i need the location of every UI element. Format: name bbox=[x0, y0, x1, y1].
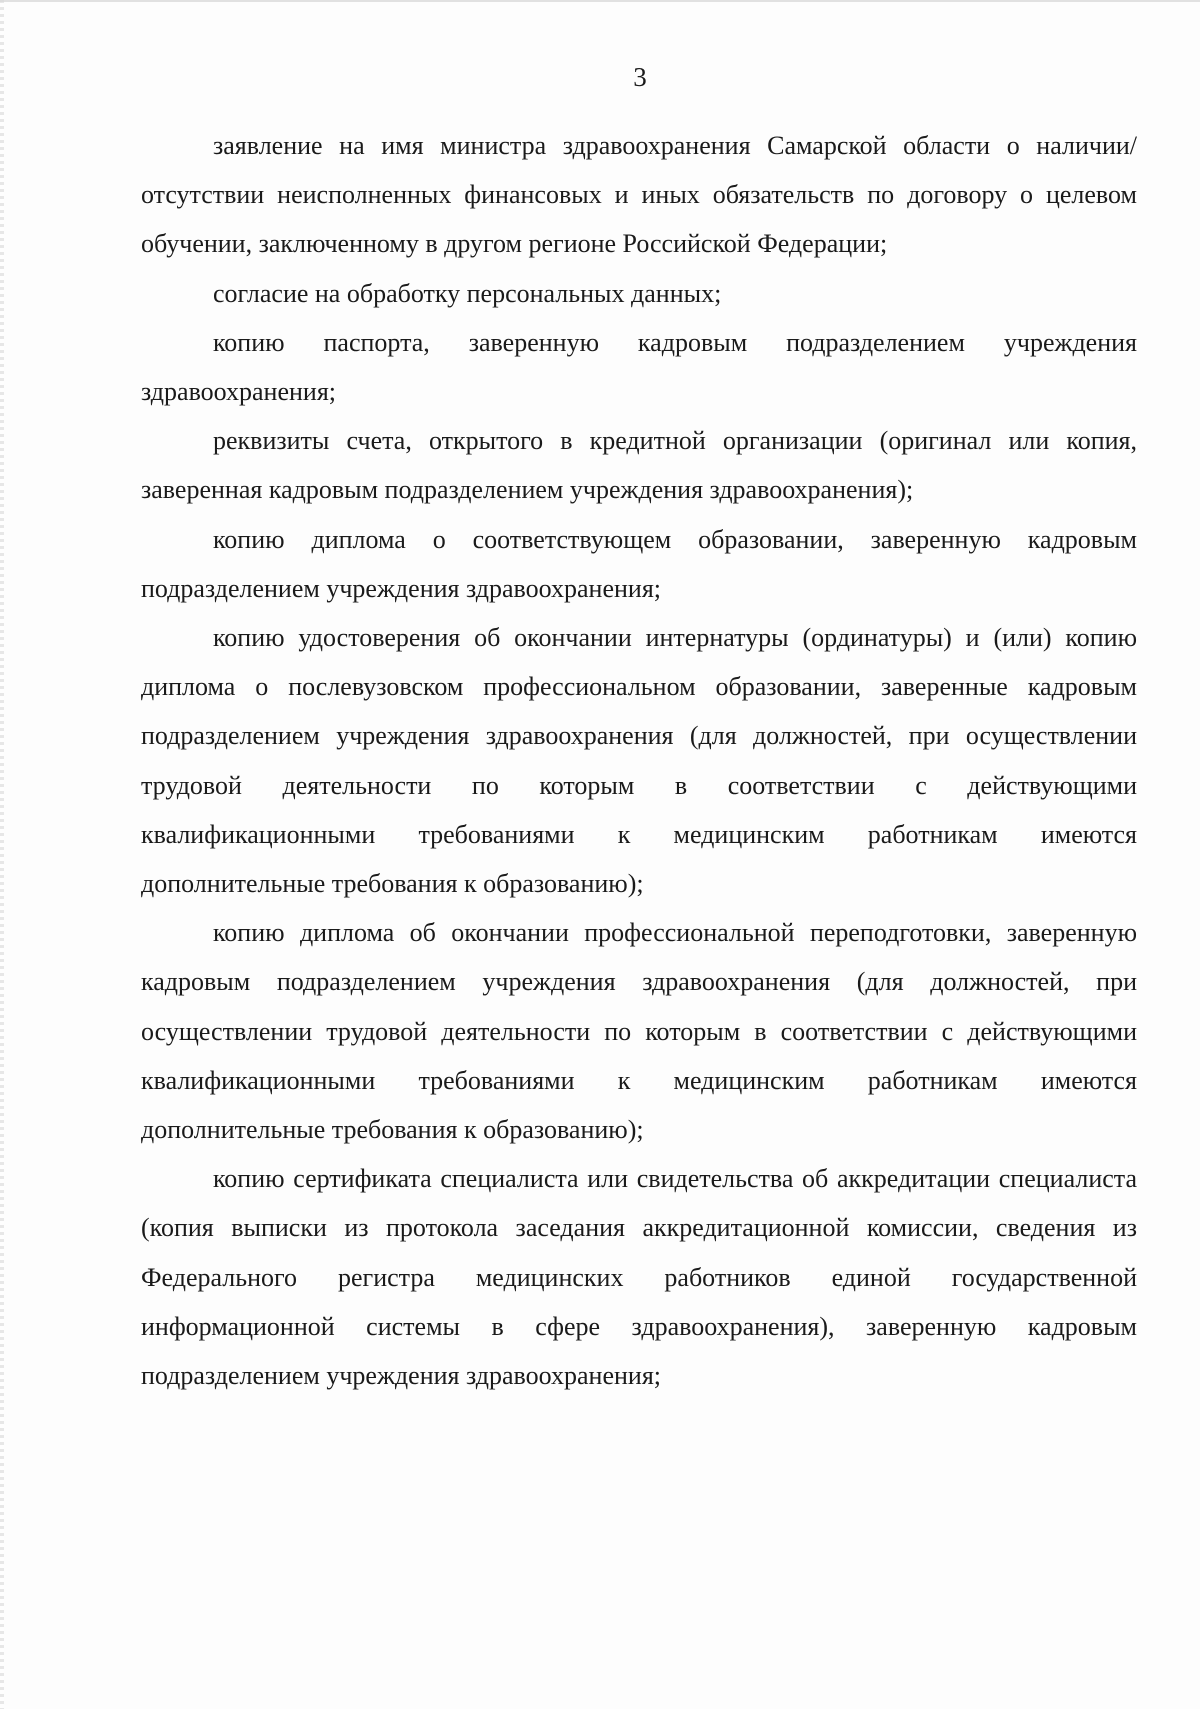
page-number: 3 bbox=[633, 62, 647, 92]
paragraph-internship-certificate-copy: копию удостоверения об окончании интернатуры (ординатуры) и (или) копию диплома о послевузовском профессиональном образовании, заверенные кадровым подразделением учреждения здравоохранения (для должностей, при осуществлении трудовой деятельности по которым в соответствии с действующими квалификационными требованиями к медицинским работникам имеются дополнительные требования к образованию); bbox=[141, 623, 1137, 899]
paragraph-personal-data-consent: согласие на обработку персональных данных; bbox=[213, 278, 722, 308]
document-body bbox=[141, 121, 1137, 1400]
scan-edge-top bbox=[0, 0, 1200, 2]
scan-edge-left bbox=[0, 0, 4, 1709]
paragraph-application-statement: заявление на имя министра здравоохранения Самарской области о наличии/отсутствии неисполненных финансовых и иных обязательств по договору о целевом обучении, заключенному в другом регионе Российской Федерации; bbox=[141, 131, 1137, 259]
paragraph-passport-copy: копию паспорта, заверенную кадровым подразделением учреждения здравоохранения; bbox=[141, 327, 1137, 407]
paragraph-diploma-copy: копию диплома о соответствующем образовании, заверенную кадровым подразделением учреждения здравоохранения; bbox=[141, 524, 1137, 603]
paragraph-retraining-diploma-copy: копию диплома об окончании профессиональной переподготовки, заверенную кадровым подразделением учреждения здравоохранения (для должностей, при осуществлении трудовой деятельности по которым в соответствии с действующими квалификационными требованиями к медицинским работникам имеются дополнительные требования к образованию); bbox=[141, 918, 1137, 1145]
paragraph-specialist-certificate-copy: копию сертификата специалиста или свидетельства об аккредитации специалиста (копия выписки из протокола заседания аккредитационной комиссии, сведения из Федерального регистра медицинских работников единой государственной информационной системы в сфере здравоохранения), заверенную кадровым подразделением учреждения здравоохранения; bbox=[141, 1164, 1137, 1391]
paragraph-bank-account-details: реквизиты счета, открытого в кредитной организации (оригинал или копия, заверенная кадровым подразделением учреждения здравоохранения); bbox=[141, 426, 1137, 505]
